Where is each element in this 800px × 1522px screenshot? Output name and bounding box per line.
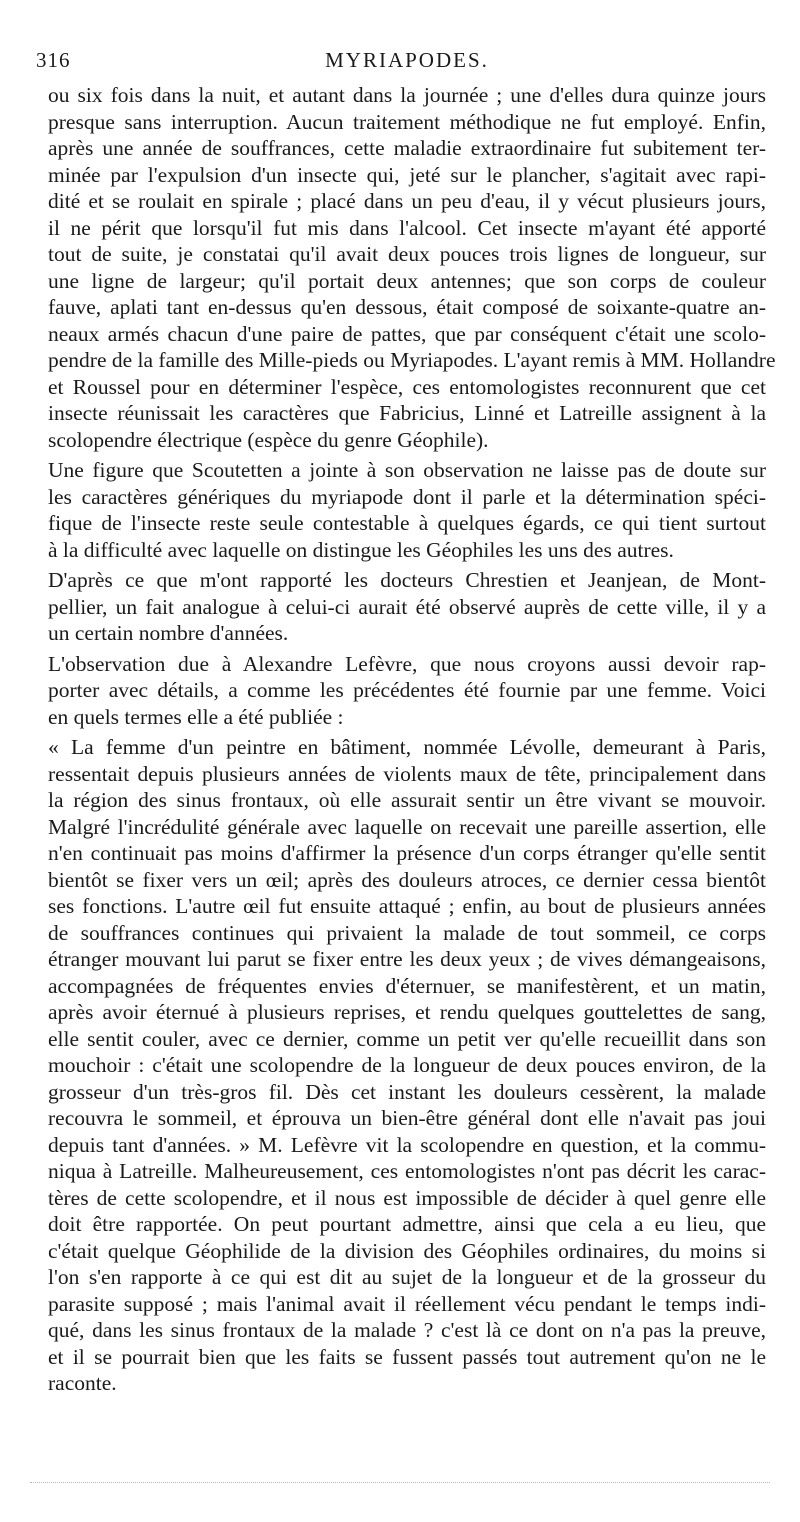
- text-line: doit être rapportée. On peut pourtant admettre, ainsi que cela a eu lieu, que: [48, 1212, 766, 1236]
- text-line: il ne périt que lorsqu'il fut mis dans l'alcool. Cet insecte m'ayant été apporté: [48, 215, 766, 240]
- text-line: à la difficulté avec laquelle on distingue les Géophiles les uns des autres.: [48, 537, 674, 562]
- text-line: après une année de souffrances, cette maladie extraordinaire fut subitement ter-: [48, 136, 766, 160]
- text-line: raconte.: [48, 1371, 117, 1395]
- text-line: accompagnées de fréquentes envies d'éternuer, se manifestèrent, et un matin,: [48, 973, 766, 998]
- text-line: L'observation due à Alexandre Lefèvre, que nous croyons aussi devoir rap-: [48, 651, 766, 676]
- text-line: recouvra le sommeil, et éprouva un bien-être général dont elle n'avait pas joui: [48, 1106, 766, 1130]
- text-line: après avoir éternué à plusieurs reprises, et rendu quelques gouttelettes de sang,: [48, 1000, 766, 1024]
- paragraph: [48, 82, 776, 453]
- text-line: pendre de la famille des Mille-pieds ou Myriapodes. L'ayant remis à MM. Hollandre: [48, 348, 776, 372]
- text-line: ou six fois dans la nuit, et autant dans la journée ; une d'elles dura quinze jours: [48, 83, 766, 107]
- text-line: mouchoir : c'était une scolopendre de la longueur de deux pouces environ, de la: [48, 1053, 766, 1077]
- text-line: D'après ce que m'ont rapporté les docteurs Chrestien et Jeanjean, de Mont-: [48, 568, 766, 592]
- text-line: niqua à Latreille. Malheureusement, ces entomologistes n'ont pas décrit les carac-: [48, 1159, 766, 1183]
- body-text: [48, 82, 776, 1397]
- text-line: grosseur d'un très-gros fil. Dès cet instant les douleurs cessèrent, la malade: [48, 1079, 766, 1104]
- text-line: et Roussel pour en déterminer l'espèce, ces entomologistes reconnurent que cet: [48, 374, 766, 399]
- text-line: n'en continuait pas moins d'affirmer la présence d'un corps étranger qu'elle sentit: [48, 841, 766, 865]
- text-line: parasite supposé ; mais l'animal avait il réellement vécu pendant le temps indi-: [48, 1291, 766, 1316]
- text-line: et il se pourrait bien que les faits se fussent passés tout autrement qu'on ne le: [48, 1344, 766, 1369]
- text-line: tères de cette scolopendre, et il nous est impossible de décider à quel genre elle: [48, 1185, 766, 1210]
- text-line: en quels termes elle a été publiée :: [48, 704, 344, 729]
- paragraph: [48, 457, 766, 563]
- text-line: un certain nombre d'années.: [48, 621, 289, 645]
- footer-rule: [30, 1482, 770, 1483]
- paragraph: [48, 734, 766, 1397]
- text-line: dité et se roulait en spirale ; placé dans un peu d'eau, il y vécut plusieurs jours,: [48, 189, 766, 213]
- running-title: MYRIAPODES.: [325, 48, 489, 72]
- page-number: 316: [36, 48, 71, 72]
- text-line: porter avec détails, a comme les précédentes été fournie par une femme. Voici: [48, 678, 766, 702]
- text-line: fauve, aplati tant en-dessus qu'en dessous, était composé de soixante-quatre an-: [48, 295, 766, 319]
- text-line: minée par l'expulsion d'un insecte qui, jeté sur le plancher, s'agitait avec rapi-: [48, 162, 766, 187]
- text-line: depuis tant d'années. » M. Lefèvre vit la scolopendre en question, et la commu-: [48, 1132, 766, 1157]
- text-line: ses fonctions. L'autre œil fut ensuite attaqué ; enfin, au bout de plusieurs années: [48, 894, 766, 918]
- text-line: neaux armés chacun d'une paire de pattes, que par conséquent c'était une scolo-: [48, 321, 766, 346]
- text-line: « La femme d'un peintre en bâtiment, nommée Lévolle, demeurant à Paris,: [48, 735, 766, 759]
- text-line: Une figure que Scoutetten a jointe à son observation ne laisse pas de doute sur: [48, 458, 766, 482]
- text-line: tout de suite, je constatai qu'il avait deux pouces trois lignes de longueur, sur: [48, 242, 766, 266]
- text-line: qué, dans les sinus frontaux de la malade ? c'est là ce dont on n'a pas la preuve,: [48, 1318, 766, 1342]
- text-line: Malgré l'incrédulité générale avec laquelle on recevait une pareille assertion, elle: [48, 814, 766, 839]
- text-line: la région des sinus frontaux, où elle assurait sentir un être vivant se mouvoir.: [48, 788, 766, 812]
- text-line: ressentait depuis plusieurs années de violents maux de tête, principalement dans: [48, 761, 766, 786]
- text-line: bientôt se fixer vers un œil; après des douleurs atroces, ce dernier cessa bientôt: [48, 867, 766, 892]
- paragraph: [48, 567, 766, 647]
- paragraph: [48, 651, 766, 731]
- text-line: étranger mouvant lui parut se fixer entre les deux yeux ; de vives démangeaisons,: [48, 947, 766, 971]
- text-line: presque sans interruption. Aucun traitement méthodique ne fut employé. Enfin,: [48, 109, 766, 134]
- text-line: l'on s'en rapporte à ce qui est dit au sujet de la longueur et de la grosseur du: [48, 1265, 766, 1289]
- text-line: scolopendre électrique (espèce du genre Géophile).: [48, 427, 489, 452]
- text-line: elle sentit couler, avec ce dernier, comme un petit ver qu'elle recueillit dans son: [48, 1026, 766, 1051]
- text-line: les caractères génériques du myriapode dont il parle et la détermination spéci-: [48, 484, 766, 509]
- book-page: [36, 48, 776, 1397]
- text-line: fique de l'insecte reste seule contestable à quelques égards, ce qui tient surtout: [48, 511, 766, 535]
- text-line: insecte réunissait les caractères que Fabricius, Linné et Latreille assignent à la: [48, 401, 766, 425]
- text-line: une ligne de largeur; qu'il portait deux antennes; que son corps de couleur: [48, 268, 766, 293]
- text-line: pellier, un fait analogue à celui-ci aurait été observé auprès de cette ville, il y a: [48, 594, 766, 619]
- text-line: c'était quelque Géophilide de la division des Géophiles ordinaires, du moins si: [48, 1238, 766, 1263]
- text-line: de souffrances continues qui privaient la malade de tout sommeil, ce corps: [48, 920, 766, 945]
- running-head: [36, 48, 766, 82]
